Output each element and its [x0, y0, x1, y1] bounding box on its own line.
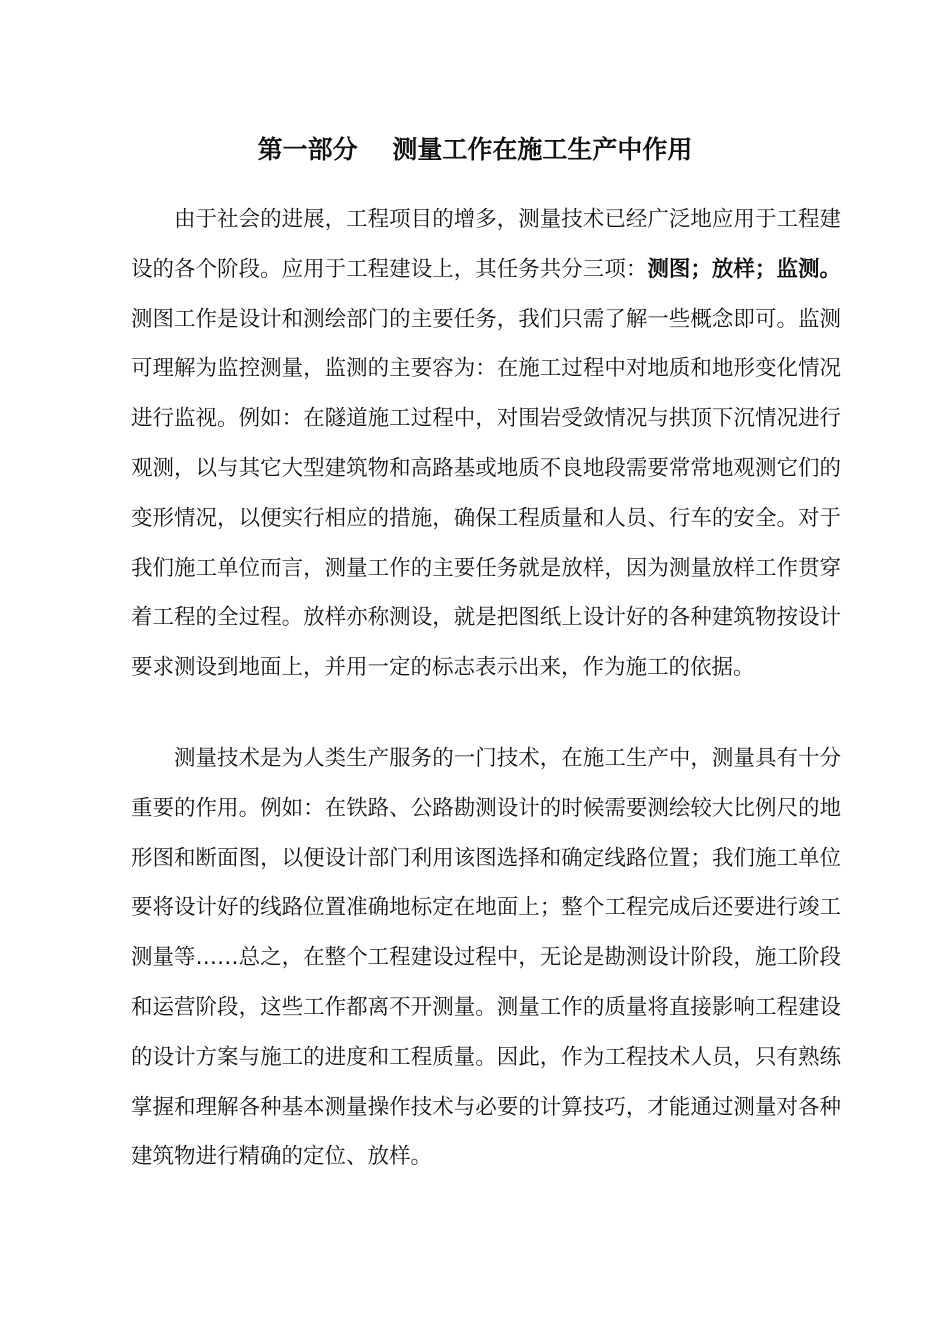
paragraph-2: 测量技术是为人类生产服务的一门技术，在施工生产中，测量具有十分重要的作用。例如：在铁路、公路勘测设计的时候需要测绘较大比例尺的地形图和断面图，以便设计部门利用该图选择和确定线路位置；我们施工单位要将设计好的线路位置准确地标定在地面上；整个工程完成后还要进行竣工测量等……总之，在整个工程建设过程中，无论是勘测设计阶段，施工阶段和运营阶段，这些工作都离不开测量。测量工作的质量将直接影响工程建设的设计方案与施工的进度和工程质量。因此，作为工程技术人员，只有熟练掌握和理解各种基本测量操作技术与必要的计算技巧，才能通过测量对各种建筑物进行精确的定位、放样。: [131, 746, 841, 1170]
page-title: 第一部分 测量工作在施工生产中作用: [257, 135, 693, 164]
paragraph-1-bold-tasks: 测图；放样；监测。: [647, 256, 841, 282]
paragraph-1-text-b: 测图工作是设计和测绘部门的主要任务，我们只需了解一些概念即可。监测可理解为监控测量，监测的主要容为：在施工过程中对地质和地形变化情况进行监视。例如：在隧道施工过程中，对围岩受敛情况与拱顶下沉情况进行观测，以与其它大型建筑物和高路基或地质不良地段需要常常地观测它们的变形情况，以便实行相应的措施，确保工程质量和人员、行车的安全。对于我们施工单位而言，测量工作的主要任务就是放样，因为测量放样工作贯穿着工程的全过程。放样亦称测设，就是把图纸上设计好的各种建筑物按设计要求测设到地面上，并用一定的标志表示出来，作为施工的依据。: [131, 306, 841, 681]
paragraph-1-text-a: 由于社会的进展，工程项目的增多，测量技术已经广泛地应用于工程建设的各个阶段。应用于工程建设上，其任务共分三项：: [131, 207, 841, 282]
paragraph-1: [131, 195, 841, 693]
